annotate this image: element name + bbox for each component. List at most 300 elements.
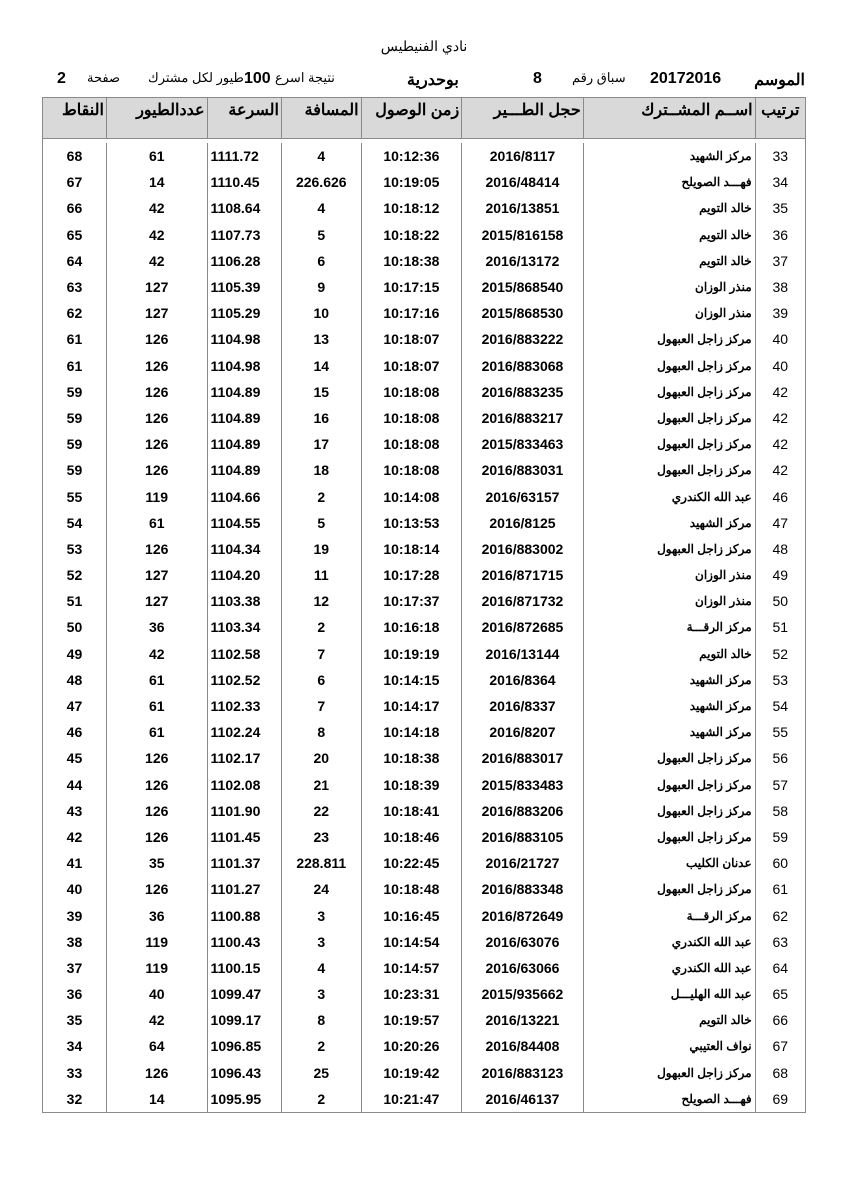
speed-cell: 1096.43: [207, 1060, 281, 1086]
bird-count-cell: 126: [106, 353, 207, 379]
distance-cell: 3: [281, 929, 361, 955]
rank-cell: 42: [755, 431, 805, 457]
rank-cell: 54: [755, 693, 805, 719]
col-arrival-time: زمن الوصول: [361, 98, 462, 139]
speed-cell: 1104.34: [207, 536, 281, 562]
participant-name-cell: عبد الله الهليـــل: [583, 981, 755, 1007]
result-label: نتيجة اسرع: [275, 70, 335, 85]
points-cell: 59: [43, 431, 107, 457]
distance-cell: 18: [281, 457, 361, 483]
rank-cell: 40: [755, 326, 805, 352]
ring-number-cell: 2016/8364: [462, 667, 584, 693]
participant-name-cell: مركز الرقـــة: [583, 614, 755, 640]
arrival-time-cell: 10:23:31: [361, 981, 462, 1007]
race-location: بوحدرية: [407, 72, 459, 89]
rank-cell: 52: [755, 641, 805, 667]
speed-cell: 1102.58: [207, 641, 281, 667]
table-header-row: [43, 98, 806, 139]
rank-cell: 67: [755, 1033, 805, 1059]
rank-cell: 69: [755, 1086, 805, 1113]
season-value: 20172016: [650, 70, 722, 87]
table-row: [43, 693, 806, 719]
ring-number-cell: 2016/883031: [462, 457, 584, 483]
bird-count-cell: 42: [106, 248, 207, 274]
bird-count-cell: 126: [106, 876, 207, 902]
bird-count-cell: 126: [106, 745, 207, 771]
rank-cell: 57: [755, 772, 805, 798]
table-row: [43, 300, 806, 326]
arrival-time-cell: 10:14:18: [361, 719, 462, 745]
distance-cell: 7: [281, 693, 361, 719]
speed-cell: 1100.88: [207, 902, 281, 928]
points-cell: 51: [43, 588, 107, 614]
distance-cell: 17: [281, 431, 361, 457]
speed-cell: 1106.28: [207, 248, 281, 274]
rank-cell: 55: [755, 719, 805, 745]
participant-name-cell: مركز الشهيد: [583, 719, 755, 745]
speed-cell: 1101.45: [207, 824, 281, 850]
participant-name-cell: مركز الشهيد: [583, 693, 755, 719]
table-row: [43, 405, 806, 431]
ring-number-cell: 2016/13172: [462, 248, 584, 274]
arrival-time-cell: 10:18:07: [361, 353, 462, 379]
ring-number-cell: 2016/883235: [462, 379, 584, 405]
participant-name-cell: مركز زاجل العبهول: [583, 798, 755, 824]
bird-count-cell: 42: [106, 195, 207, 221]
table-row: [43, 1007, 806, 1033]
speed-cell: 1104.20: [207, 562, 281, 588]
arrival-time-cell: 10:17:15: [361, 274, 462, 300]
points-cell: 46: [43, 719, 107, 745]
ring-number-cell: 2016/871732: [462, 588, 584, 614]
table-row: [43, 483, 806, 509]
rank-cell: 49: [755, 562, 805, 588]
arrival-time-cell: 10:14:17: [361, 693, 462, 719]
participant-name-cell: نواف العتيبي: [583, 1033, 755, 1059]
ring-number-cell: 2015/868540: [462, 274, 584, 300]
distance-cell: 4: [281, 195, 361, 221]
bird-count-cell: 126: [106, 824, 207, 850]
rank-cell: 42: [755, 457, 805, 483]
ring-number-cell: 2015/935662: [462, 981, 584, 1007]
ring-number-cell: 2016/883105: [462, 824, 584, 850]
arrival-time-cell: 10:18:08: [361, 379, 462, 405]
participant-name-cell: عبد الله الكندري: [583, 929, 755, 955]
speed-cell: 1104.89: [207, 379, 281, 405]
participant-name-cell: منذر الوزان: [583, 274, 755, 300]
ring-number-cell: 2016/63076: [462, 929, 584, 955]
ring-number-cell: 2016/8125: [462, 510, 584, 536]
rank-cell: 66: [755, 1007, 805, 1033]
ring-number-cell: 2016/883222: [462, 326, 584, 352]
table-row: [43, 981, 806, 1007]
points-cell: 50: [43, 614, 107, 640]
speed-cell: 1110.45: [207, 169, 281, 195]
col-distance: المسافة: [281, 98, 361, 139]
bird-count-cell: 119: [106, 929, 207, 955]
speed-cell: 1102.33: [207, 693, 281, 719]
rank-cell: 62: [755, 902, 805, 928]
points-cell: 48: [43, 667, 107, 693]
rank-cell: 68: [755, 1060, 805, 1086]
ring-number-cell: 2015/833483: [462, 772, 584, 798]
participant-name-cell: منذر الوزان: [583, 588, 755, 614]
table-row: [43, 195, 806, 221]
bird-count-cell: 127: [106, 588, 207, 614]
table-row: [43, 248, 806, 274]
arrival-time-cell: 10:18:08: [361, 405, 462, 431]
speed-cell: 1102.08: [207, 772, 281, 798]
points-cell: 45: [43, 745, 107, 771]
speed-cell: 1111.72: [207, 143, 281, 169]
participant-name-cell: مركز زاجل العبهول: [583, 326, 755, 352]
arrival-time-cell: 10:18:22: [361, 222, 462, 248]
distance-cell: 11: [281, 562, 361, 588]
arrival-time-cell: 10:19:57: [361, 1007, 462, 1033]
participant-name-cell: مركز الشهيد: [583, 667, 755, 693]
points-cell: 37: [43, 955, 107, 981]
bird-count-cell: 126: [106, 326, 207, 352]
table-row: [43, 431, 806, 457]
bird-count-cell: 126: [106, 379, 207, 405]
participant-name-cell: خالد التويم: [583, 1007, 755, 1033]
speed-cell: 1101.37: [207, 850, 281, 876]
points-cell: 34: [43, 1033, 107, 1059]
ring-number-cell: 2016/63157: [462, 483, 584, 509]
rank-cell: 48: [755, 536, 805, 562]
table-row: [43, 1086, 806, 1113]
arrival-time-cell: 10:18:12: [361, 195, 462, 221]
arrival-time-cell: 10:16:45: [361, 902, 462, 928]
rank-cell: 36: [755, 222, 805, 248]
bird-count-cell: 36: [106, 902, 207, 928]
ring-number-cell: 2016/8117: [462, 143, 584, 169]
speed-cell: 1102.52: [207, 667, 281, 693]
distance-cell: 22: [281, 798, 361, 824]
distance-cell: 4: [281, 955, 361, 981]
race-label: سباق رقم: [572, 70, 626, 85]
participant-name-cell: مركز زاجل العبهول: [583, 824, 755, 850]
distance-cell: 2: [281, 1086, 361, 1113]
arrival-time-cell: 10:18:08: [361, 431, 462, 457]
ring-number-cell: 2016/883017: [462, 745, 584, 771]
points-cell: 62: [43, 300, 107, 326]
arrival-time-cell: 10:20:26: [361, 1033, 462, 1059]
ring-number-cell: 2016/8337: [462, 693, 584, 719]
arrival-time-cell: 10:19:19: [361, 641, 462, 667]
distance-cell: 12: [281, 588, 361, 614]
table-row: [43, 614, 806, 640]
points-cell: 67: [43, 169, 107, 195]
table-row: [43, 1033, 806, 1059]
points-cell: 44: [43, 772, 107, 798]
col-birds: عددالطيور: [106, 98, 207, 139]
speed-cell: 1102.17: [207, 745, 281, 771]
arrival-time-cell: 10:14:15: [361, 667, 462, 693]
bird-count-cell: 35: [106, 850, 207, 876]
bird-count-cell: 36: [106, 614, 207, 640]
rank-cell: 38: [755, 274, 805, 300]
distance-cell: 14: [281, 353, 361, 379]
distance-cell: 3: [281, 981, 361, 1007]
distance-cell: 19: [281, 536, 361, 562]
points-cell: 59: [43, 457, 107, 483]
ring-number-cell: 2016/48414: [462, 169, 584, 195]
table-row: [43, 719, 806, 745]
arrival-time-cell: 10:19:42: [361, 1060, 462, 1086]
distance-cell: 5: [281, 510, 361, 536]
bird-count-cell: 42: [106, 1007, 207, 1033]
speed-cell: 1101.27: [207, 876, 281, 902]
arrival-time-cell: 10:18:38: [361, 248, 462, 274]
table-row: [43, 929, 806, 955]
per-participant-label: طيور لكل مشترك: [148, 70, 244, 85]
distance-cell: 20: [281, 745, 361, 771]
col-rank: ترتيب: [755, 98, 805, 139]
arrival-time-cell: 10:17:28: [361, 562, 462, 588]
ring-number-cell: 2015/833463: [462, 431, 584, 457]
ring-number-cell: 2016/46137: [462, 1086, 584, 1113]
speed-cell: 1096.85: [207, 1033, 281, 1059]
bird-count-cell: 126: [106, 772, 207, 798]
points-cell: 39: [43, 902, 107, 928]
results-table: [42, 97, 806, 1113]
distance-cell: 8: [281, 719, 361, 745]
speed-cell: 1104.89: [207, 405, 281, 431]
participant-name-cell: منذر الوزان: [583, 300, 755, 326]
speed-cell: 1103.38: [207, 588, 281, 614]
speed-cell: 1101.90: [207, 798, 281, 824]
arrival-time-cell: 10:18:14: [361, 536, 462, 562]
rank-cell: 59: [755, 824, 805, 850]
arrival-time-cell: 10:18:48: [361, 876, 462, 902]
speed-cell: 1107.73: [207, 222, 281, 248]
table-row: [43, 510, 806, 536]
bird-count-cell: 126: [106, 798, 207, 824]
participant-name-cell: مركز زاجل العبهول: [583, 745, 755, 771]
bird-count-cell: 14: [106, 169, 207, 195]
ring-number-cell: 2016/883217: [462, 405, 584, 431]
speed-cell: 1103.34: [207, 614, 281, 640]
participant-name-cell: عبد الله الكندري: [583, 955, 755, 981]
points-cell: 61: [43, 326, 107, 352]
distance-cell: 13: [281, 326, 361, 352]
points-cell: 66: [43, 195, 107, 221]
rank-cell: 47: [755, 510, 805, 536]
distance-cell: 2: [281, 1033, 361, 1059]
points-cell: 47: [43, 693, 107, 719]
speed-cell: 1104.55: [207, 510, 281, 536]
distance-cell: 2: [281, 483, 361, 509]
rank-cell: 65: [755, 981, 805, 1007]
table-row: [43, 143, 806, 169]
arrival-time-cell: 10:22:45: [361, 850, 462, 876]
participant-name-cell: مركز زاجل العبهول: [583, 772, 755, 798]
col-points: النقاط: [43, 98, 107, 139]
table-row: [43, 222, 806, 248]
bird-count-cell: 126: [106, 431, 207, 457]
ring-number-cell: 2015/816158: [462, 222, 584, 248]
arrival-time-cell: 10:14:08: [361, 483, 462, 509]
arrival-time-cell: 10:18:46: [361, 824, 462, 850]
speed-cell: 1100.15: [207, 955, 281, 981]
ring-number-cell: 2016/871715: [462, 562, 584, 588]
arrival-time-cell: 10:17:37: [361, 588, 462, 614]
rank-cell: 64: [755, 955, 805, 981]
arrival-time-cell: 10:19:05: [361, 169, 462, 195]
points-cell: 38: [43, 929, 107, 955]
bird-count-cell: 64: [106, 1033, 207, 1059]
ring-number-cell: 2016/13221: [462, 1007, 584, 1033]
points-cell: 61: [43, 353, 107, 379]
table-row: [43, 169, 806, 195]
table-row: [43, 798, 806, 824]
participant-name-cell: مركز زاجل العبهول: [583, 405, 755, 431]
ring-number-cell: 2016/883348: [462, 876, 584, 902]
participant-name-cell: عبد الله الكندري: [583, 483, 755, 509]
bird-count-cell: 126: [106, 536, 207, 562]
bird-count-cell: 127: [106, 300, 207, 326]
rank-cell: 46: [755, 483, 805, 509]
col-speed: السرعة: [207, 98, 281, 139]
rank-cell: 42: [755, 405, 805, 431]
result-count: 100: [244, 70, 271, 87]
points-cell: 59: [43, 379, 107, 405]
bird-count-cell: 61: [106, 667, 207, 693]
distance-cell: 228.811: [281, 850, 361, 876]
arrival-time-cell: 10:18:41: [361, 798, 462, 824]
points-cell: 54: [43, 510, 107, 536]
bird-count-cell: 126: [106, 457, 207, 483]
table-row: [43, 902, 806, 928]
table-row: [43, 457, 806, 483]
ring-number-cell: 2016/883123: [462, 1060, 584, 1086]
table-row: [43, 824, 806, 850]
speed-cell: 1104.89: [207, 457, 281, 483]
points-cell: 42: [43, 824, 107, 850]
table-row: [43, 326, 806, 352]
rank-cell: 63: [755, 929, 805, 955]
distance-cell: 25: [281, 1060, 361, 1086]
speed-cell: 1104.89: [207, 431, 281, 457]
ring-number-cell: 2016/21727: [462, 850, 584, 876]
points-cell: 43: [43, 798, 107, 824]
distance-cell: 7: [281, 641, 361, 667]
points-cell: 40: [43, 876, 107, 902]
rank-cell: 39: [755, 300, 805, 326]
participant-name-cell: مركز زاجل العبهول: [583, 536, 755, 562]
points-cell: 63: [43, 274, 107, 300]
rank-cell: 42: [755, 379, 805, 405]
distance-cell: 5: [281, 222, 361, 248]
points-cell: 41: [43, 850, 107, 876]
arrival-time-cell: 10:21:47: [361, 1086, 462, 1113]
speed-cell: 1104.98: [207, 353, 281, 379]
page-label: صفحة: [87, 70, 120, 85]
bird-count-cell: 61: [106, 510, 207, 536]
bird-count-cell: 61: [106, 719, 207, 745]
distance-cell: 15: [281, 379, 361, 405]
bird-count-cell: 127: [106, 274, 207, 300]
distance-cell: 2: [281, 614, 361, 640]
participant-name-cell: مركز الشهيد: [583, 143, 755, 169]
race-number: 8: [533, 70, 542, 87]
rank-cell: 61: [755, 876, 805, 902]
participant-name-cell: خالد التويم: [583, 641, 755, 667]
participant-name-cell: عدنان الكليب: [583, 850, 755, 876]
speed-cell: 1099.17: [207, 1007, 281, 1033]
rank-cell: 50: [755, 588, 805, 614]
ring-number-cell: 2016/84408: [462, 1033, 584, 1059]
rank-cell: 51: [755, 614, 805, 640]
arrival-time-cell: 10:18:08: [361, 457, 462, 483]
points-cell: 36: [43, 981, 107, 1007]
distance-cell: 3: [281, 902, 361, 928]
distance-cell: 226.626: [281, 169, 361, 195]
points-cell: 52: [43, 562, 107, 588]
rank-cell: 58: [755, 798, 805, 824]
speed-cell: 1099.47: [207, 981, 281, 1007]
distance-cell: 6: [281, 667, 361, 693]
table-row: [43, 667, 806, 693]
arrival-time-cell: 10:18:39: [361, 772, 462, 798]
bird-count-cell: 40: [106, 981, 207, 1007]
speed-cell: 1095.95: [207, 1086, 281, 1113]
arrival-time-cell: 10:12:36: [361, 143, 462, 169]
ring-number-cell: 2016/13144: [462, 641, 584, 667]
participant-name-cell: مركز زاجل العبهول: [583, 353, 755, 379]
ring-number-cell: 2016/63066: [462, 955, 584, 981]
arrival-time-cell: 10:13:53: [361, 510, 462, 536]
points-cell: 59: [43, 405, 107, 431]
arrival-time-cell: 10:17:16: [361, 300, 462, 326]
table-row: [43, 641, 806, 667]
participant-name-cell: خالد التويم: [583, 248, 755, 274]
ring-number-cell: 2016/872649: [462, 902, 584, 928]
speed-cell: 1100.43: [207, 929, 281, 955]
points-cell: 55: [43, 483, 107, 509]
speed-cell: 1105.29: [207, 300, 281, 326]
ring-number-cell: 2016/883206: [462, 798, 584, 824]
points-cell: 35: [43, 1007, 107, 1033]
distance-cell: 10: [281, 300, 361, 326]
table-row: [43, 772, 806, 798]
rank-cell: 34: [755, 169, 805, 195]
table-row: [43, 1060, 806, 1086]
participant-name-cell: مركز زاجل العبهول: [583, 876, 755, 902]
points-cell: 68: [43, 143, 107, 169]
participant-name-cell: فهـــد الصويلح: [583, 1086, 755, 1113]
bird-count-cell: 127: [106, 562, 207, 588]
rank-cell: 33: [755, 143, 805, 169]
points-cell: 53: [43, 536, 107, 562]
ring-number-cell: 2016/872685: [462, 614, 584, 640]
bird-count-cell: 42: [106, 222, 207, 248]
table-row: [43, 274, 806, 300]
participant-name-cell: مركز زاجل العبهول: [583, 1060, 755, 1086]
rank-cell: 53: [755, 667, 805, 693]
distance-cell: 21: [281, 772, 361, 798]
participant-name-cell: خالد التويم: [583, 195, 755, 221]
bird-count-cell: 126: [106, 405, 207, 431]
arrival-time-cell: 10:14:54: [361, 929, 462, 955]
table-row: [43, 850, 806, 876]
speed-cell: 1102.24: [207, 719, 281, 745]
rank-cell: 56: [755, 745, 805, 771]
speed-cell: 1104.66: [207, 483, 281, 509]
speed-cell: 1105.39: [207, 274, 281, 300]
arrival-time-cell: 10:14:57: [361, 955, 462, 981]
